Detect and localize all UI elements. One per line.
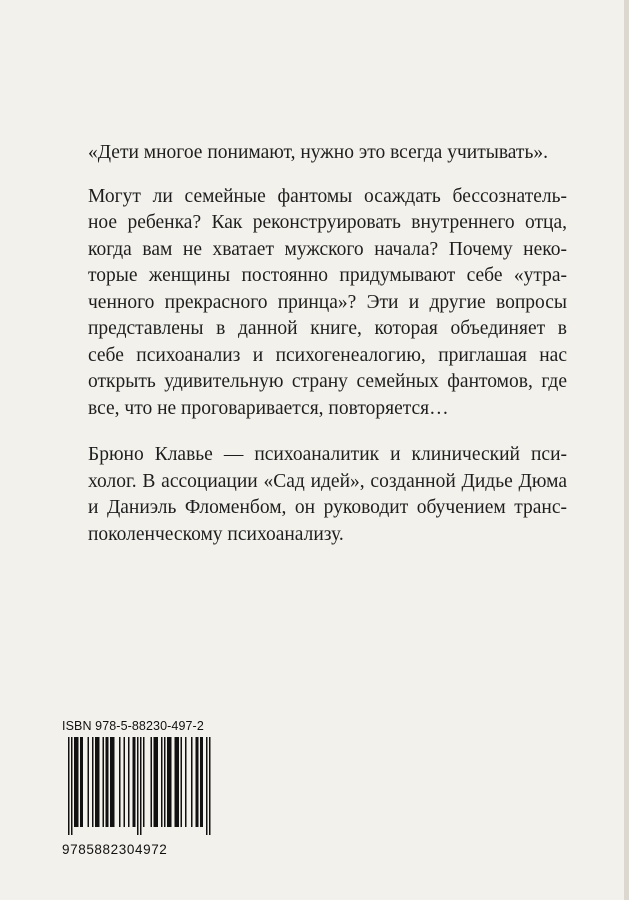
barcode-bar [157, 737, 159, 827]
quote: «Дети многое понимают, нужно это всегда учитывать». [88, 142, 548, 163]
barcode-bar [124, 737, 126, 827]
barcode-bar [151, 737, 153, 827]
barcode-bar [191, 737, 193, 827]
barcode-bar [140, 737, 142, 835]
text-line: холог. В ассоциации «Сад идей», созданной Дидье Дюма [88, 470, 567, 492]
barcode-bar [71, 737, 73, 835]
text-line: все, что не проговаривается, повторяется… [88, 397, 449, 419]
text-line: поколенческому психоанализу. [88, 523, 344, 545]
barcode-bar [106, 737, 108, 827]
isbn-block [62, 719, 216, 857]
page-edge [624, 0, 629, 900]
barcode-bar [112, 737, 114, 827]
barcode-bar [176, 737, 178, 827]
barcode-bar [143, 737, 145, 827]
barcode-bar [155, 737, 157, 827]
barcode-bar [169, 737, 171, 827]
barcode-bar [202, 737, 204, 827]
barcode-bar [82, 737, 84, 827]
barcode-bar [113, 737, 115, 827]
description-paragraph [62, 184, 567, 423]
barcode-bar [161, 737, 163, 827]
barcode-bar [197, 737, 199, 827]
text-line: Брюно Клавье — психоаналитик и клинический пси- [88, 444, 567, 465]
barcode-bar [110, 737, 112, 827]
barcode-bar [95, 737, 97, 827]
barcode-bar [119, 737, 121, 827]
barcode-bar [77, 737, 79, 827]
back-cover-text [62, 140, 567, 548]
barcode-bar [88, 737, 90, 827]
text-line: когда вам не хватает мужского начала? Почему неко- [88, 238, 567, 260]
barcode-bar [137, 737, 139, 835]
barcode-bar [103, 737, 105, 827]
text-line: ченного прекрасного принца»? Эти и другие вопросы [88, 291, 567, 313]
barcode-bar [209, 737, 211, 835]
text-line: Могут ли семейные фантомы осаждать бессознатель- [88, 185, 567, 207]
text-line: открыть удивительную страну семейных фантомов, где [88, 371, 567, 392]
text-line: торые женщины постоянно придумывают себе «утра- [88, 265, 567, 286]
barcode-bar [164, 737, 166, 827]
author-paragraph [62, 442, 567, 548]
text-line: ное ребенка? Как реконструировать внутреннего отца, [88, 212, 567, 233]
barcode-bar [92, 737, 94, 827]
barcode-bar [170, 737, 172, 827]
barcode-bar [206, 737, 208, 835]
barcode-bar [175, 737, 177, 827]
text-line: себе психоанализ и психогенеалогию, приглашая нас [88, 344, 567, 366]
isbn-label: ISBN 978-5-88230-497-2 [62, 719, 204, 733]
barcode-bar [200, 737, 202, 827]
barcode-bar [98, 737, 100, 827]
barcode-bar [80, 737, 82, 827]
barcode-bar [74, 737, 76, 827]
barcode-bar [97, 737, 99, 827]
barcode-bar [178, 737, 180, 827]
barcode-digits: 9785882304972 [62, 842, 168, 857]
barcode-bar [185, 737, 187, 827]
barcode-bar [196, 737, 198, 827]
barcode-bar [107, 737, 109, 827]
barcode-bar [68, 737, 70, 835]
barcode [62, 737, 216, 841]
barcode-bar [76, 737, 78, 827]
barcode-bar [167, 737, 169, 827]
barcode-bar [128, 737, 130, 827]
barcode-bar [154, 737, 156, 827]
barcode-bar [134, 737, 136, 827]
barcode-bar [133, 737, 135, 827]
barcode-bars [62, 737, 216, 835]
barcode-bar [181, 737, 183, 827]
text-line: представлены в данной книге, которая объединяет в [88, 318, 567, 339]
text-line: и Даниэль Фломенбом, он руководит обучением транс- [88, 497, 567, 518]
